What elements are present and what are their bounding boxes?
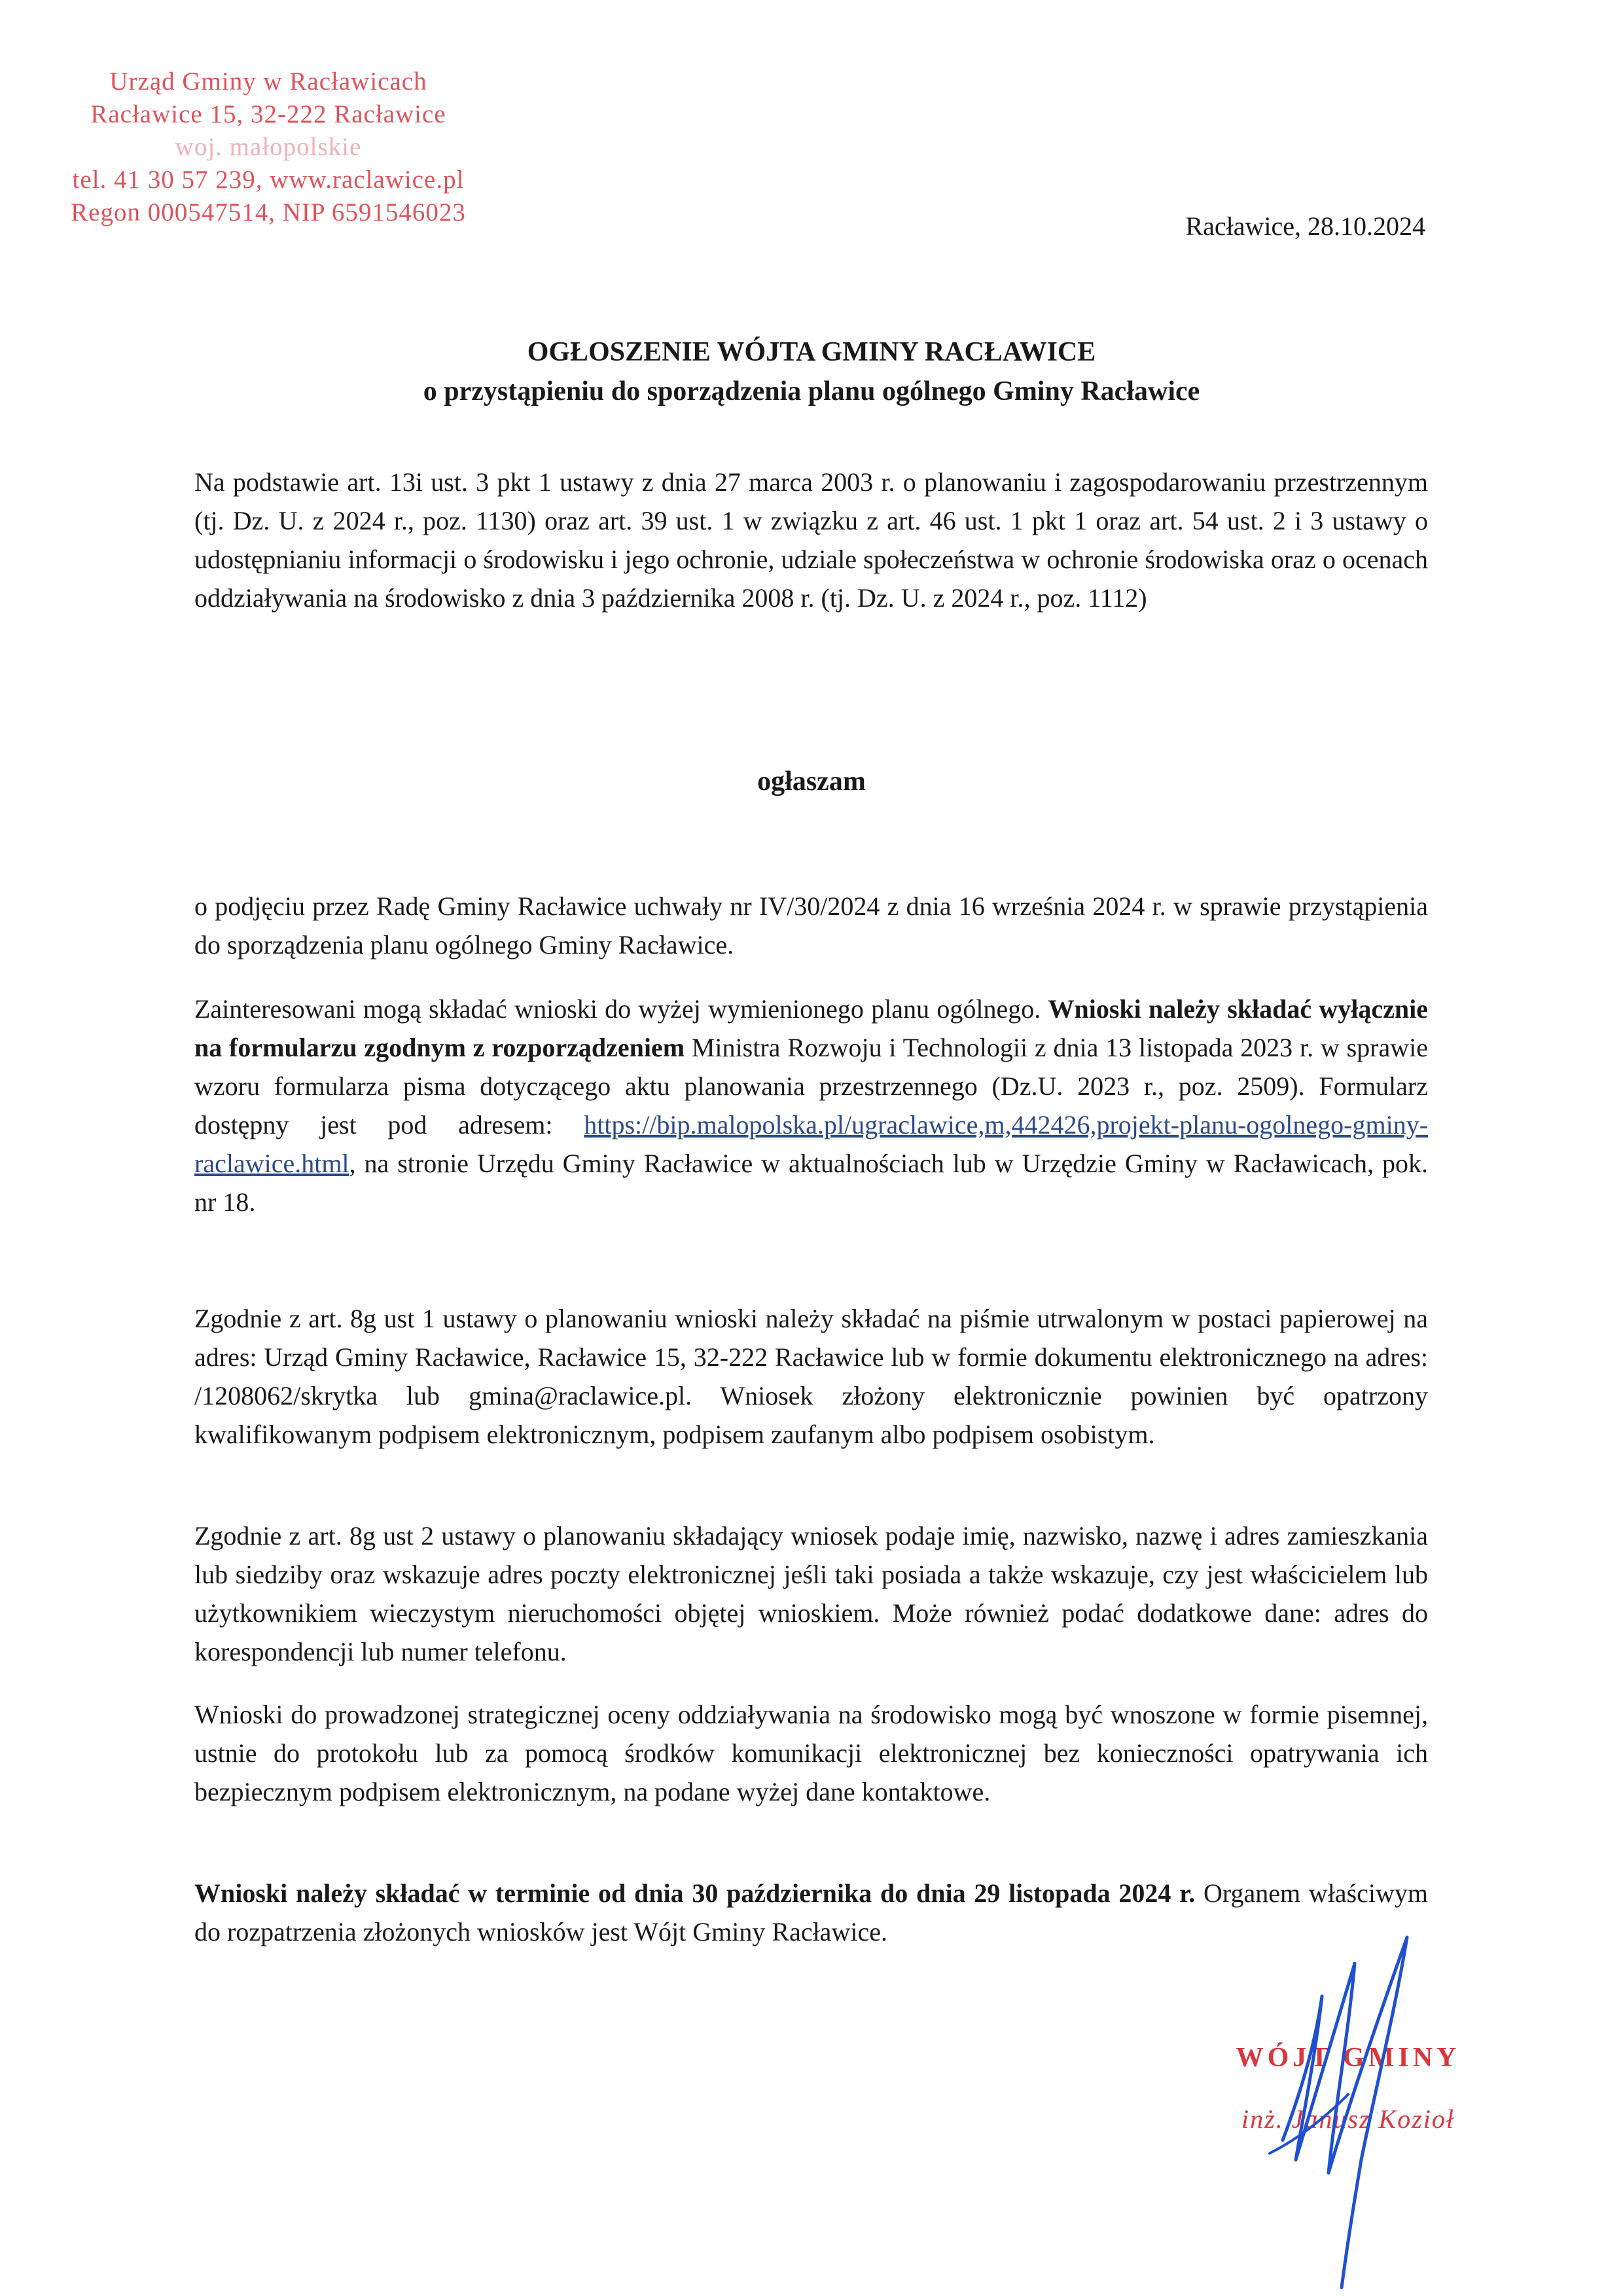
stamp-line-address: Racławice 15, 32-222 Racławice xyxy=(90,100,446,128)
applicant-data-paragraph: Zgodnie z art. 8g ust 2 ustawy o planowaniu składający wniosek podaje imię, nazwisko, nazwę i adres zamieszkania lub siedziby oraz wskazuje adres poczty elektronicznej jeśli taki posiada a także wskazuje, czy jest właścicielem lub użytkownikiem wieczystym nieruchomości objętej wnioskiem. Może również podać dodatkowe dane: adres do korespondencji lub numer telefonu. xyxy=(194,1521,1428,1666)
application-paragraph xyxy=(194,990,1428,1221)
application-form-requirement: Wnioski należy składać wyłącznie na formularzu zgodnym z rozporządzeniem xyxy=(194,994,1429,1062)
stamp-line-contact: tel. 41 30 57 239, www.raclawice.pl xyxy=(72,166,465,194)
document-title xyxy=(0,332,1623,411)
stamp-line-office: Urząd Gminy w Racławicach xyxy=(109,67,427,96)
application-regulation: Ministra Rozwoju i Technologii z dnia 13 listopada 2023 r. w sprawie wzoru formularza pisma dotyczącego aktu planowania przestrzennego (Dz.U. 2023 r., poz. 2509). Formularz dostępny jest pod adresem: xyxy=(194,1033,1428,1139)
handwritten-signature-icon xyxy=(1243,1924,1479,2291)
application-location: , na stronie Urzędu Gminy Racławice w aktualnościach lub w Urzędzie Gminy w Racławicach, pok. nr 18. xyxy=(194,1149,1428,1217)
intro-paragraph: Na podstawie art. 13i ust. 3 pkt 1 ustawy z dnia 27 marca 2003 r. o planowaniu i zagospodarowaniu przestrzennym (tj. Dz. U. z 2024 r., poz. 1130) oraz art. 39 ust. 1 w związku z art. 46 ust. 1 pkt 1 oraz art. 54 ust. 2 i 3 ustawy o udostępnianiu informacji o środowisku i jego ochronie, udziale społeczeństwa w ochronie środowiska oraz o ocenach oddziaływania na środowisko z dnia 3 października 2008 r. (tj. Dz. U. z 2024 r., poz. 1112) xyxy=(194,467,1428,613)
form-link[interactable]: https://bip.malopolska.pl/ugraclawice,m,442426,projekt-planu-ogolnego-gminy-raclawice.html xyxy=(194,1110,1429,1178)
announce-heading: ogłaszam xyxy=(757,766,866,797)
signature-stroke xyxy=(1283,1937,1407,2287)
title-main: OGŁOSZENIE WÓJTA GMINY RACŁAWICE xyxy=(527,337,1096,367)
title-subtitle: o przystąpieniu do sporządzenia planu ogólnego Gminy Racławice xyxy=(423,376,1200,406)
stamp-line-ids: Regon 000547514, NIP 6591546023 xyxy=(71,198,466,226)
resolution-paragraph: o podjęciu przez Radę Gminy Racławice uchwały nr IV/30/2024 z dnia 16 września 2024 r. w sprawie przystąpienia do sporządzenia planu ogólnego Gminy Racławice. xyxy=(194,891,1428,960)
authority-text: Organem właściwym do rozpatrzenia złożonych wniosków jest Wójt Gminy Racławice. xyxy=(194,1878,1428,1946)
application-intro: Zainteresowani mogą składać wnioski do wyżej wymienionego planu ogólnego. xyxy=(194,994,1041,1024)
deadline-text: Wnioski należy składać w terminie od dnia 30 października do dnia 29 listopada 2024 r. xyxy=(194,1878,1196,1908)
submission-paragraph: Zgodnie z art. 8g ust 1 ustawy o planowaniu wnioski należy składać na piśmie utrwalonym w postaci papierowej na adres: Urząd Gminy Racławice, Racławice 15, 32-222 Racławice lub w formie dokumentu elektronicznego na adres: /1208062/skrytka lub gmina@raclawice.pl. Wniosek złożony elektronicznie powinien być opatrzony kwalifikowanym podpisem elektronicznym, podpisem zaufanym albo podpisem osobistym. xyxy=(194,1304,1428,1449)
document-date: Racławice, 28.10.2024 xyxy=(1185,211,1425,241)
environment-paragraph: Wnioski do prowadzonej strategicznej oceny oddziaływania na środowisko mogą być wnoszone w formie pisemnej, ustnie do protokołu lub za pomocą środków komunikacji elektronicznej bez konieczności opatrywania ich bezpiecznym podpisem elektronicznym, na podane wyżej dane kontaktowe. xyxy=(194,1700,1428,1806)
office-stamp xyxy=(26,65,510,229)
signature-role: WÓJT GMINY xyxy=(1236,2043,1461,2073)
signature-name: inż. Janusz Kozioł xyxy=(1241,2104,1455,2134)
stamp-line-region: woj. małopolskie xyxy=(175,133,362,161)
